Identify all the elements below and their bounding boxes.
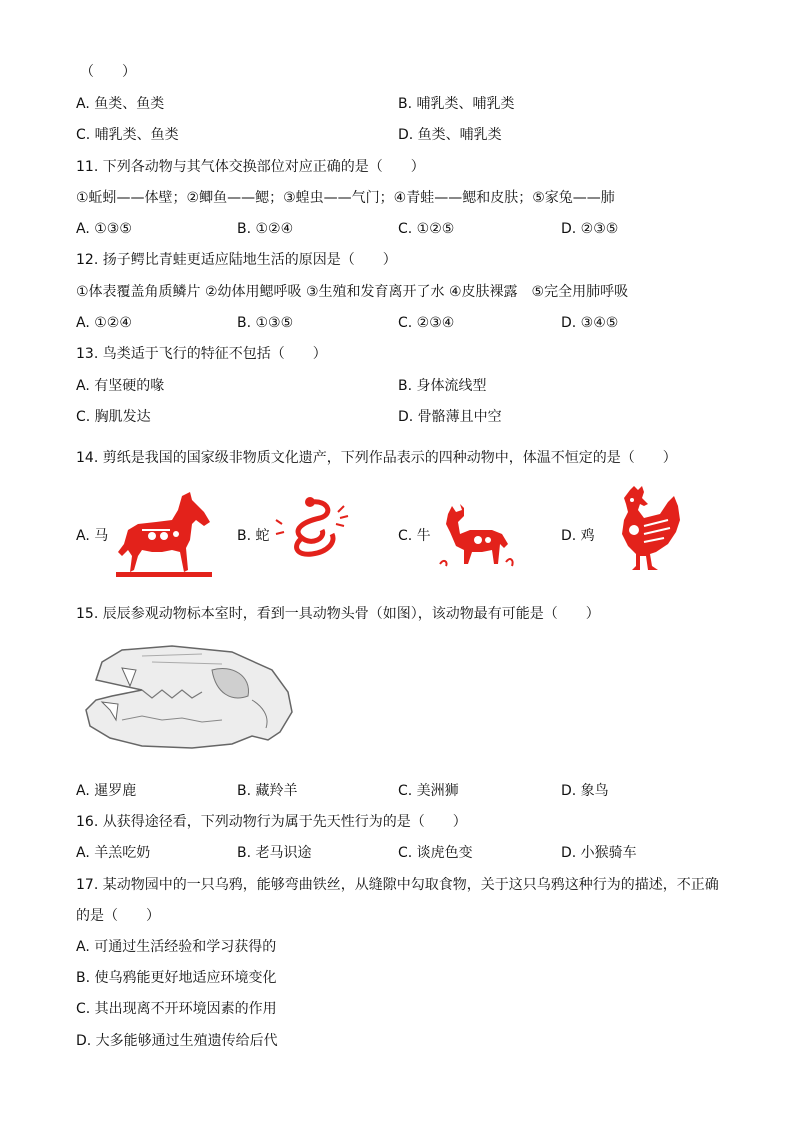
q14-option-d: D. 鸡 [561,528,595,544]
q13-option-d: D. 骨骼薄且中空 [398,409,502,425]
horse-papercut-icon [112,490,214,580]
q13-option-b: B. 身体流线型 [398,378,487,394]
q12-option-b: B. ①③⑤ [237,315,294,331]
q14-option-c: C. 牛 [398,528,431,544]
q14-option-a: A. 马 [76,528,109,544]
q11-stem: 11. 下列各动物与其气体交换部位对应正确的是（ ） [76,159,425,175]
q11-option-a: A. ①③⑤ [76,221,132,237]
q17-option-d: D. 大多能够通过生殖遗传给后代 [76,1033,278,1049]
q11-option-c: C. ①②⑤ [398,221,455,237]
q14-option-b: B. 蛇 [237,528,270,544]
q12-statements: ①体表覆盖角质鳞片 ②幼体用鳃呼吸 ③生殖和发育离开了水 ④皮肤裸露 ⑤完全用肺呼吸 [76,284,629,300]
q10-option-d: D. 鱼类、哺乳类 [398,127,502,143]
question-10-paren: （ ） [80,64,136,80]
q11-option-d: D. ②③⑤ [561,221,619,237]
q15-option-c: C. 美洲狮 [398,783,459,799]
q10-option-b: B. 哺乳类、哺乳类 [398,96,515,112]
q17-stem-line2: 的是（ ） [76,908,160,924]
q12-option-a: A. ①②④ [76,315,132,331]
q12-option-d: D. ③④⑤ [561,315,619,331]
q15-option-a: A. 暹罗鹿 [76,783,137,799]
q16-option-a: A. 羊羔吃奶 [76,845,151,861]
q15-option-d: D. 象鸟 [561,783,609,799]
q13-option-c: C. 胸肌发达 [76,409,151,425]
q13-option-a: A. 有坚硬的喙 [76,378,165,394]
q17-option-b: B. 使乌鸦能更好地适应环境变化 [76,970,277,986]
ox-papercut-icon [434,500,518,572]
q13-stem: 13. 鸟类适于飞行的特征不包括（ ） [76,346,327,362]
snake-papercut-icon [272,494,352,560]
q17-stem-line1: 17. 某动物园中的一只乌鸦，能够弯曲铁丝，从缝隙中勾取食物，关于这只乌鸦这种行为的描述，不正确 [76,877,719,893]
q16-option-c: C. 谈虎色变 [398,845,473,861]
q12-stem: 12. 扬子鳄比青蛙更适应陆地生活的原因是（ ） [76,252,397,268]
q11-statements: ①蚯蚓——体壁；②鲫鱼——鳃；③蝗虫——气门；④青蛙——鳃和皮肤；⑤家兔——肺 [76,190,615,206]
q15-option-b: B. 藏羚羊 [237,783,298,799]
q11-option-b: B. ①②④ [237,221,294,237]
q16-option-b: B. 老马识途 [237,845,312,861]
q16-option-d: D. 小猴骑车 [561,845,637,861]
q12-option-c: C. ②③④ [398,315,455,331]
q17-option-a: A. 可通过生活经验和学习获得的 [76,939,277,955]
q10-option-a: A. 鱼类、鱼类 [76,96,165,112]
q15-stem: 15. 辰辰参观动物标本室时，看到一具动物头骨（如图），该动物最有可能是（ ） [76,606,600,622]
q14-stem: 14. 剪纸是我国的国家级非物质文化遗产，下列作品表示的四种动物中，体温不恒定的是（ ） [76,450,677,466]
q16-stem: 16. 从获得途径看，下列动物行为属于先天性行为的是（ ） [76,814,467,830]
q10-option-c: C. 哺乳类、鱼类 [76,127,179,143]
q17-option-c: C. 其出现离不开环境因素的作用 [76,1001,277,1017]
skull-sketch-icon [82,640,298,758]
rooster-papercut-icon [604,484,684,580]
